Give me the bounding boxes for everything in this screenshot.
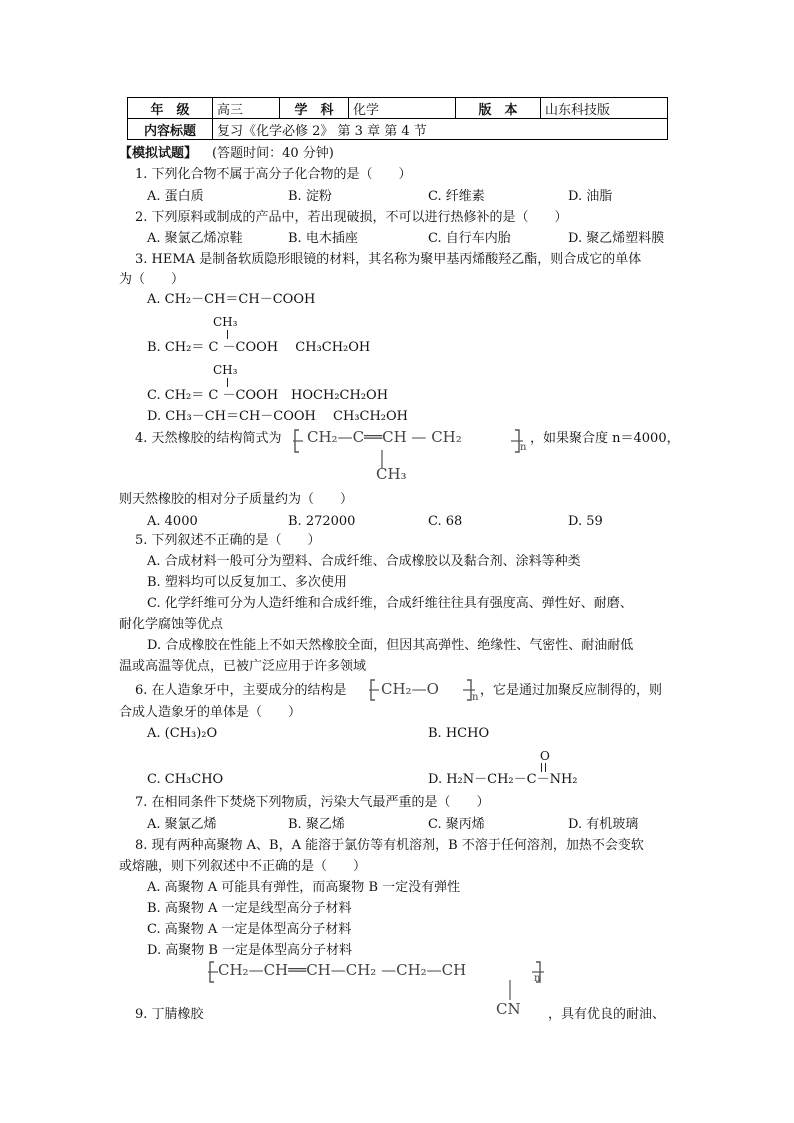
q1-option-c: C. 纤维素 xyxy=(428,189,485,204)
q6-stem-line2: 合成人造象牙的单体是（ ） xyxy=(119,705,302,720)
q2-option-d: D. 聚乙烯塑料膜 xyxy=(568,231,665,246)
q4-stem-post: ，如果聚合度 n＝4000， xyxy=(530,431,680,446)
q4-stem-line2: 则天然橡胶的相对分子质量约为（ ） xyxy=(119,492,354,507)
q4-option-a: A. 4000 xyxy=(147,514,198,529)
topic-value: 复习《化学必修 2》 第 3 章 第 4 节 xyxy=(213,119,668,140)
q7-option-b: B. 聚乙烯 xyxy=(288,817,345,832)
q4-stem-pre: 4. 天然橡胶的结构简式为 xyxy=(135,431,282,446)
q8-option-a: A. 高聚物 A 可能具有弹性，而高聚物 B 一定没有弹性 xyxy=(147,880,461,895)
q6-option-d-bond-1 xyxy=(541,763,542,772)
q6-option-c: C. CH₃CHO xyxy=(147,772,224,787)
q3-option-a: A. CH₂－CH＝CH－COOH xyxy=(147,292,316,307)
q1-option-d: D. 油脂 xyxy=(568,189,613,204)
q6-formula-n: n xyxy=(472,692,479,703)
q5-option-c-line1: C. 化学纤维可分为人造纤维和合成纤维，合成纤维往往具有强度高、弹性好、耐磨、 xyxy=(147,596,633,611)
q2-option-b: B. 电木插座 xyxy=(288,231,358,246)
q3-stem-line2: 为（ ） xyxy=(119,272,185,287)
q4-formula-sub: CH₃ xyxy=(376,465,407,483)
q5-option-a: A. 合成材料一般可分为塑料、合成纤维、合成橡胶以及黏合剂、涂料等种类 xyxy=(147,554,581,569)
q7-option-d: D. 有机玻璃 xyxy=(568,817,639,832)
header-table xyxy=(127,97,668,140)
topic-label: 内容标题 xyxy=(128,119,213,140)
q6-option-b: B. HCHO xyxy=(428,726,490,741)
q2-stem: 2. 下列原料或制成的产品中，若出现破损，不可以进行热修补的是（ ） xyxy=(135,210,568,225)
q4-option-b: B. 272000 xyxy=(288,514,356,529)
subject-label: 学 科 xyxy=(280,98,349,119)
q3-option-b: B. CH₂＝ C －COOH CH₃CH₂OH xyxy=(147,340,371,355)
q6-stem-post: ，它是通过加聚反应制得的，则 xyxy=(480,683,663,698)
q5-option-d-line2: 温或高温等优点，已被广泛应用于许多领域 xyxy=(119,659,367,674)
q6-option-d: D. H₂N－CH₂－C－NH₂ xyxy=(428,772,578,787)
q4-option-c: C. 68 xyxy=(428,514,463,529)
edition-label: 版 本 xyxy=(456,98,541,119)
grade-label: 年 级 xyxy=(128,98,213,119)
q1-option-a: A. 蛋白质 xyxy=(147,189,204,204)
q3-option-c-bond xyxy=(227,378,228,387)
q7-stem: 7. 在相同条件下焚烧下列物质，污染大气最严重的是（ ） xyxy=(135,795,490,810)
q4-formula-n: n xyxy=(520,442,527,453)
q8-option-b: B. 高聚物 A 一定是线型高分子材料 xyxy=(147,901,352,916)
q6-option-d-oxygen: O xyxy=(540,749,550,763)
q3-option-c: C. CH₂＝ C －COOH HOCH₂CH₂OH xyxy=(147,388,389,403)
q2-option-a: A. 聚氯乙烯凉鞋 xyxy=(147,231,243,246)
q5-stem: 5. 下列叙述不正确的是（ ） xyxy=(135,533,321,548)
q8-stem-line2: 或熔融，则下列叙述中不正确的是（ ） xyxy=(119,859,367,874)
subject-value: 化学 xyxy=(349,98,456,119)
section-time: (答题时间：40 分钟) xyxy=(212,146,334,161)
q3-option-d: D. CH₃－CH＝CH－COOH CH₃CH₂OH xyxy=(147,409,409,424)
q1-option-b: B. 淀粉 xyxy=(288,189,332,204)
q3-option-b-methyl: CH₃ xyxy=(213,315,238,329)
q7-option-c: C. 聚丙烯 xyxy=(428,817,485,832)
q8-stem-line1: 8. 现有两种高聚物 A、B，A 能溶于氯仿等有机溶剂，B 不溶于任何溶剂，加热不会变软 xyxy=(135,838,644,853)
q5-option-d-line1: D. 合成橡胶在性能上不如天然橡胶全面，但因其高弹性、绝缘性、气密性、耐油耐低 xyxy=(147,638,634,653)
q3-option-c-methyl: CH₃ xyxy=(213,363,238,377)
q6-formula-main: CH₂—O xyxy=(381,680,439,698)
q6-option-a: A. (CH₃)₂O xyxy=(147,726,218,741)
q4-option-d: D. 59 xyxy=(568,514,603,529)
q6-option-d-bond-2 xyxy=(545,763,546,772)
q5-option-c-line2: 耐化学腐蚀等优点 xyxy=(119,617,224,632)
q9-stem-post: ，具有优良的耐油、 xyxy=(548,1007,666,1022)
q6-stem-pre: 6. 在人造象牙中，主要成分的结构是 xyxy=(135,683,347,698)
q4-formula-main: CH₂—C══CH — CH₂ xyxy=(307,428,462,446)
q9-formula-n: n xyxy=(534,973,541,984)
grade-value: 高三 xyxy=(213,98,280,119)
q1-stem: 1. 下列化合物不属于高分子化合物的是（ ） xyxy=(135,167,412,182)
q9-formula-main: CH₂—CH══CH—CH₂ —CH₂—CH xyxy=(218,961,467,979)
q8-option-d: D. 高聚物 B 一定是体型高分子材料 xyxy=(147,943,353,958)
q9-formula-sub: CN xyxy=(496,1000,521,1018)
q9-stem-pre: 9. 丁腈橡胶 xyxy=(135,1007,204,1022)
q3-option-b-bond xyxy=(227,330,228,339)
q8-option-c: C. 高聚物 A 一定是体型高分子材料 xyxy=(147,922,352,937)
q5-option-b: B. 塑料均可以反复加工、多次使用 xyxy=(147,575,347,590)
section-title: 【模拟试题】 xyxy=(119,146,198,161)
edition-value: 山东科技版 xyxy=(541,98,668,119)
q7-option-a: A. 聚氯乙烯 xyxy=(147,817,217,832)
q3-stem-line1: 3. HEMA 是制备软质隐形眼镜的材料，其名称为聚甲基丙烯酸羟乙酯，则合成它的单体 xyxy=(135,252,642,267)
q2-option-c: C. 自行车内胎 xyxy=(428,231,511,246)
